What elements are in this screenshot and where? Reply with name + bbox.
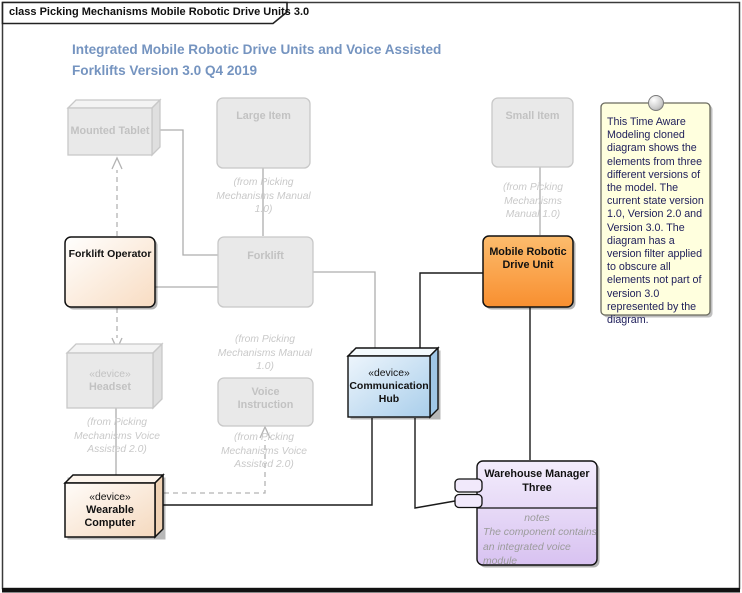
warehouse-notes-label: notes	[524, 513, 550, 524]
warehouse-notes-text: The component contains an integrated voice module	[483, 527, 597, 567]
element-mounted-tablet[interactable]: Mounted Tablet	[70, 125, 150, 137]
diagram-title: Integrated Mobile Robotic Drive Units and Voice Assisted Forklifts Version 3.0 Q4 2019	[72, 42, 442, 78]
element-headset[interactable]: «device» Headset	[88, 368, 131, 393]
large-item-from-note: (from Picking Mechanisms Manual 1.0)	[216, 177, 311, 215]
note-pin-icon	[649, 96, 664, 111]
element-forklift-operator[interactable]: Forklift Operator	[68, 248, 152, 260]
forklift-from-note: (from Picking Mechanisms Manual 1.0)	[217, 334, 313, 372]
element-communication-hub[interactable]: «device» Communication Hub	[349, 368, 429, 405]
headset-from-note: (from Picking Mechanisms Voice Assisted 2.0)	[73, 417, 161, 455]
element-wearable-computer[interactable]: «device» Wearable Computer	[84, 491, 136, 529]
voice-instruction-from-note: (from Picking Mechanisms Voice Assisted 2.0)	[220, 432, 308, 470]
note-text: This Time Aware Modeling cloned diagram shows the elements from three different versions of the model. The current state version 1.0, Version 2.0 and Version 3.0. The diagram has a version filter applied to obscure all elements not part of version 3.0 represented by the diagram.	[607, 116, 704, 327]
element-voice-instruction[interactable]: Voice Instruction	[237, 386, 294, 411]
element-mobile-robotic-drive-unit[interactable]: Mobile Robotic Drive Unit	[489, 246, 567, 271]
diagram-frame-bottom	[2, 588, 740, 593]
frame-title-label: class Picking Mechanisms Mobile Robotic Drive Units 3.0	[9, 6, 310, 18]
element-large-item[interactable]: Large Item	[236, 110, 291, 122]
element-forklift[interactable]: Forklift	[247, 250, 284, 262]
element-warehouse-manager-three[interactable]: Warehouse Manager Three	[484, 468, 590, 494]
element-small-item[interactable]: Small Item	[505, 110, 560, 122]
interface-port-bottom[interactable]	[455, 495, 482, 508]
small-item-from-note: (from Picking Mechanisms Manual 1.0)	[502, 182, 564, 220]
